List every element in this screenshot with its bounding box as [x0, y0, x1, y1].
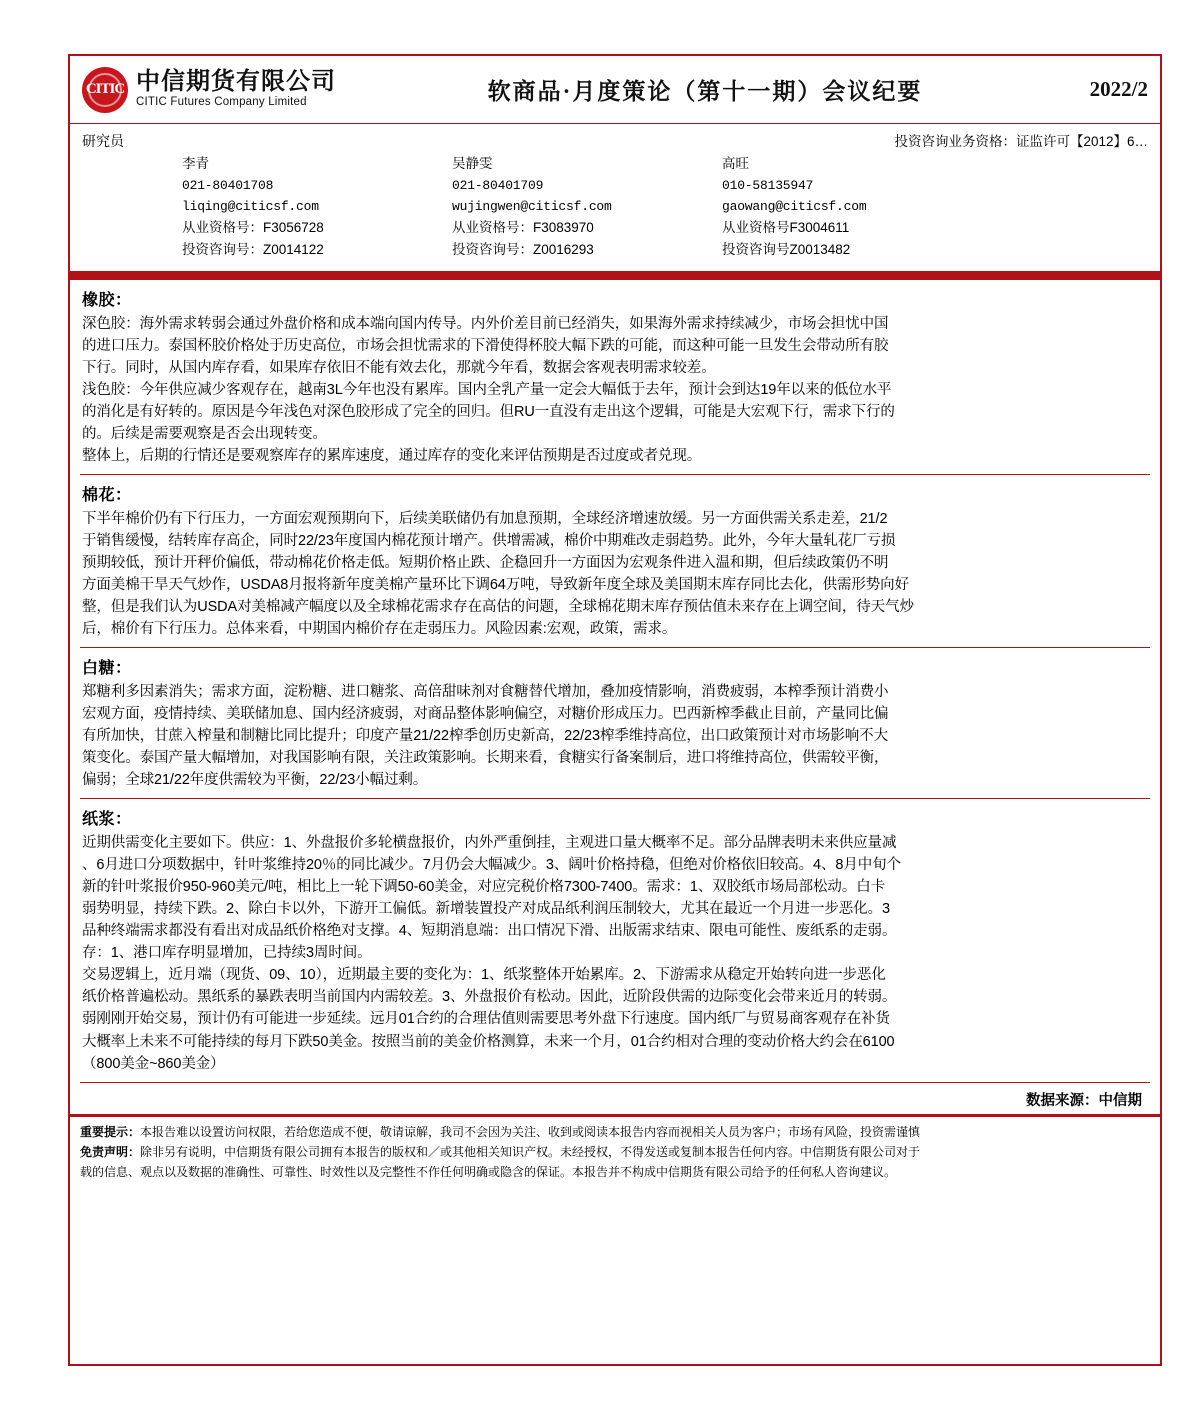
analyst-email[interactable]: gaowang@citicsf.com	[722, 198, 867, 214]
analyst-card	[182, 153, 452, 261]
disclaimer-text: 除非另有说明，中信期货有限公司拥有本报告的版权和／或其他相关知识产权。未经授权，不得发送或复制本报告任何内容。中信期货有限公司对于	[140, 1144, 921, 1159]
section-paragraph: 的进口压力。泰国杯胶价格处于历史高位，市场会担忧需求的下滑使得杯胶大幅下跌的可能，而这种可能一旦发生会带动所有胶	[82, 337, 889, 354]
qualification-text: 投资咨询业务资格：证监许可【2012】6…	[894, 134, 1148, 149]
section-title: 橡胶：	[82, 291, 132, 309]
analyst-name: 高旺	[722, 156, 749, 171]
important-notice	[80, 1123, 1150, 1141]
section-paragraph: 后，棉价有下行压力。总体来看，中期国内棉价存在走弱压力。风险因素:宏观，政策，需求。	[82, 621, 677, 638]
analyst-name: 李青	[182, 156, 209, 171]
analyst-practice-no: 从业资格号：F3083970	[452, 219, 594, 235]
section-paragraph: 品种终端需求都没有看出对成品纸价格绝对支撑。4、短期消息端：出口情况下滑、出版需求结束、限电可能性、废纸系的走弱。	[82, 923, 897, 940]
analyst-name: 吴静雯	[452, 156, 493, 171]
section-sugar	[80, 648, 1150, 799]
analyst-practice-no: 从业资格号：F3056728	[182, 219, 324, 235]
section-paragraph: 新的针叶浆报价950-960美元/吨，相比上一轮下调50-60美金，对应完税价格7300-7400。需求：1、双胶纸市场局部松动。白卡	[82, 879, 886, 896]
section-paragraph: 整，但是我们认为USDA对美棉减产幅度以及全球棉花需求存在高估的问题，全球棉花期末库存预估值未来存在上调空间，待天气炒	[82, 599, 914, 616]
company-logo	[82, 67, 412, 113]
disclaimer-label: 免责声明：	[80, 1144, 141, 1159]
section-paragraph: 的。后续是需要观察是否会出现转变。	[82, 425, 327, 442]
analyst-phone: 021-80401708	[182, 177, 274, 193]
important-label: 重要提示：	[80, 1124, 141, 1139]
section-paragraph: 弱刚刚开始交易，预计仍有可能进一步延续。远月01合约的合理估值则需要思考外盘下行速度。国内纸厂与贸易商客观存在补货	[82, 1011, 890, 1028]
section-paragraph: 有所加快，甘蔗入榨量和制糖比同比提升；印度产量21/22榨季创历史新高，22/23榨季维持高位，出口政策预计对市场影响不大	[82, 728, 888, 745]
document-header	[70, 56, 1160, 124]
document-frame	[68, 54, 1162, 1366]
section-paragraph: 策变化。泰国产量大幅增加，对我国影响有限，关注政策影响。长期来看，食糖实行备案制后，进口将维持高位，供需较平衡，	[82, 750, 889, 767]
section-paragraph: 浅色胶：今年供应减少客观存在，越南3L今年也没有累库。国内全乳产量一定会大幅低于去年，预计会到达19年以来的低位水平	[82, 381, 892, 398]
important-text: 本报告难以设置访问权限，若给您造成不便，敬请谅解，我司不会因为关注、收到或阅读本报告内容而视相关人员为客户；市场有风险，投资需谨慎	[140, 1124, 921, 1139]
section-paragraph: 整体上，后期的行情还是要观察库存的累库速度，通过库存的变化来评估预期是否过度或者兑现。	[82, 447, 702, 464]
analyst-label: 研究员	[82, 133, 124, 149]
analyst-practice-no: 从业资格号F3004611	[722, 219, 850, 235]
analyst-consulting-no: 投资咨询号：Z0014122	[182, 241, 324, 257]
analyst-card	[452, 153, 722, 261]
disclaimer-line-2: 载的信息、观点以及数据的准确性、可靠性、时效性以及完整性不作任何明确或隐含的保证。本报告并不构成中信期货有限公司给予的任何私人咨询建议。	[80, 1164, 897, 1179]
analyst-consulting-no: 投资咨询号Z0013482	[722, 241, 851, 257]
page-title: 软商品·月度策论（第十一期）会议纪要	[487, 79, 923, 104]
section-paragraph: 方面美棉干旱天气炒作，USDA8月报将新年度美棉产量环比下调64万吨，导致新年度全球及美国期末库存同比去化，供需形势向好	[82, 576, 909, 593]
section-pulp	[80, 799, 1150, 1082]
analyst-email[interactable]: liqing@citicsf.com	[182, 198, 319, 214]
section-paragraph: 下半年棉价仍有下行压力，一方面宏观预期向下，后续美联储仍有加息预期，全球经济增速放缓。另一方面供需关系走差，21/2	[82, 510, 888, 527]
header-divider	[70, 271, 1160, 280]
section-paragraph: 弱势明显，持续下跌。2、除白卡以外，下游开工偏低。新增装置投产对成品纸利润压制较大，尤其在最近一个月进一步恶化。3	[82, 901, 890, 918]
analyst-phone: 010-58135947	[722, 177, 814, 193]
analyst-block	[70, 124, 1160, 269]
analyst-email[interactable]: wujingwen@citicsf.com	[452, 198, 612, 214]
company-name-cn: 中信期货有限公司	[136, 69, 336, 96]
disclaimer-line-1	[80, 1143, 1150, 1161]
section-paragraph: 近期供需变化主要如下。供应：1、外盘报价多轮横盘报价，内外严重倒挂，主观进口量大概率不足。部分品牌表明未来供应量减	[82, 835, 897, 852]
report-body	[70, 280, 1160, 1114]
section-paragraph: 下行。同时，从国内库存看，如果库存依旧不能有效去化，那就今年看，数据会客观表明需求较差。	[82, 359, 716, 376]
section-title: 棉花：	[82, 486, 132, 504]
section-title: 白糖：	[82, 660, 132, 678]
analyst-consulting-no: 投资咨询号：Z0016293	[452, 241, 594, 257]
data-source: 数据来源：中信期	[1026, 1092, 1142, 1109]
section-paragraph: 郑糖利多因素消失；需求方面，淀粉糖、进口糖浆、高倍甜味剂对食糖替代增加，叠加疫情影响，消费疲弱，本榨季预计消费小	[82, 684, 889, 701]
section-paragraph: 深色胶：海外需求转弱会通过外盘价格和成本端向国内传导。内外价差目前已经消失，如果海外需求持续减少，市场会担忧中国	[82, 315, 889, 332]
section-paragraph: 大概率上未来不可能持续的每月下跌50美金。按照当前的美金价格测算，未来一个月，01合约相对合理的变动价格大约会在6100	[82, 1033, 895, 1050]
section-paragraph: 偏弱；全球21/22年度供需较为平衡，22/23小幅过剩。	[82, 772, 428, 789]
section-paragraph: （800美金~860美金）	[82, 1055, 225, 1072]
section-paragraph: 、6月进口分项数据中，针叶浆维持20％的同比减少。7月仍会大幅减少。3、阔叶价格持稳，但绝对价格依旧较高。4、8月中旬个	[82, 857, 901, 874]
report-date: 2022/2	[1089, 77, 1148, 101]
section-title: 纸浆：	[82, 811, 132, 829]
section-paragraph: 的消化是有好转的。原因是今年浅色对深色胶形成了完全的回归。但RU一直没有走出这个逻辑，可能是大宏观下行，需求下行的	[82, 403, 895, 420]
section-paragraph: 存：1、港口库存明显增加，已持续3周时间。	[82, 945, 372, 962]
section-rubber	[80, 280, 1150, 475]
analyst-card	[722, 153, 992, 261]
analyst-phone: 021-80401709	[452, 177, 544, 193]
document-footer	[70, 1117, 1160, 1191]
company-name-en: CITIC Futures Company Limited	[136, 95, 307, 108]
section-paragraph: 预期较低，预计开秤价偏低，带动棉花价格走低。短期价格止跌、企稳回升一方面因为宏观条件进入温和期，但后续政策仍不明	[82, 554, 889, 571]
section-paragraph: 纸价格普遍松动。黑纸系的暴跌表明当前国内内需较差。3、外盘报价有松动。因此，近阶段供需的边际变化会带来近月的转弱。	[82, 989, 897, 1006]
citic-logo-icon: CITIC	[82, 67, 128, 113]
section-paragraph: 交易逻辑上，近月端（现货、09、10），近期最主要的变化为：1、纸浆整体开始累库。2、下游需求从稳定开始转向进一步恶化	[82, 967, 886, 984]
section-cotton	[80, 475, 1150, 648]
section-paragraph: 宏观方面，疫情持续、美联储加息、国内经济疲弱，对商品整体影响偏空，对糖价形成压力。巴西新榨季截止目前，产量同比偏	[82, 706, 889, 723]
section-paragraph: 于销售缓慢，结转库存高企，同时22/23年度国内棉花预计增产。供增需减，棉价中期难改走弱趋势。此外，今年大量轧花厂亏损	[82, 532, 896, 549]
